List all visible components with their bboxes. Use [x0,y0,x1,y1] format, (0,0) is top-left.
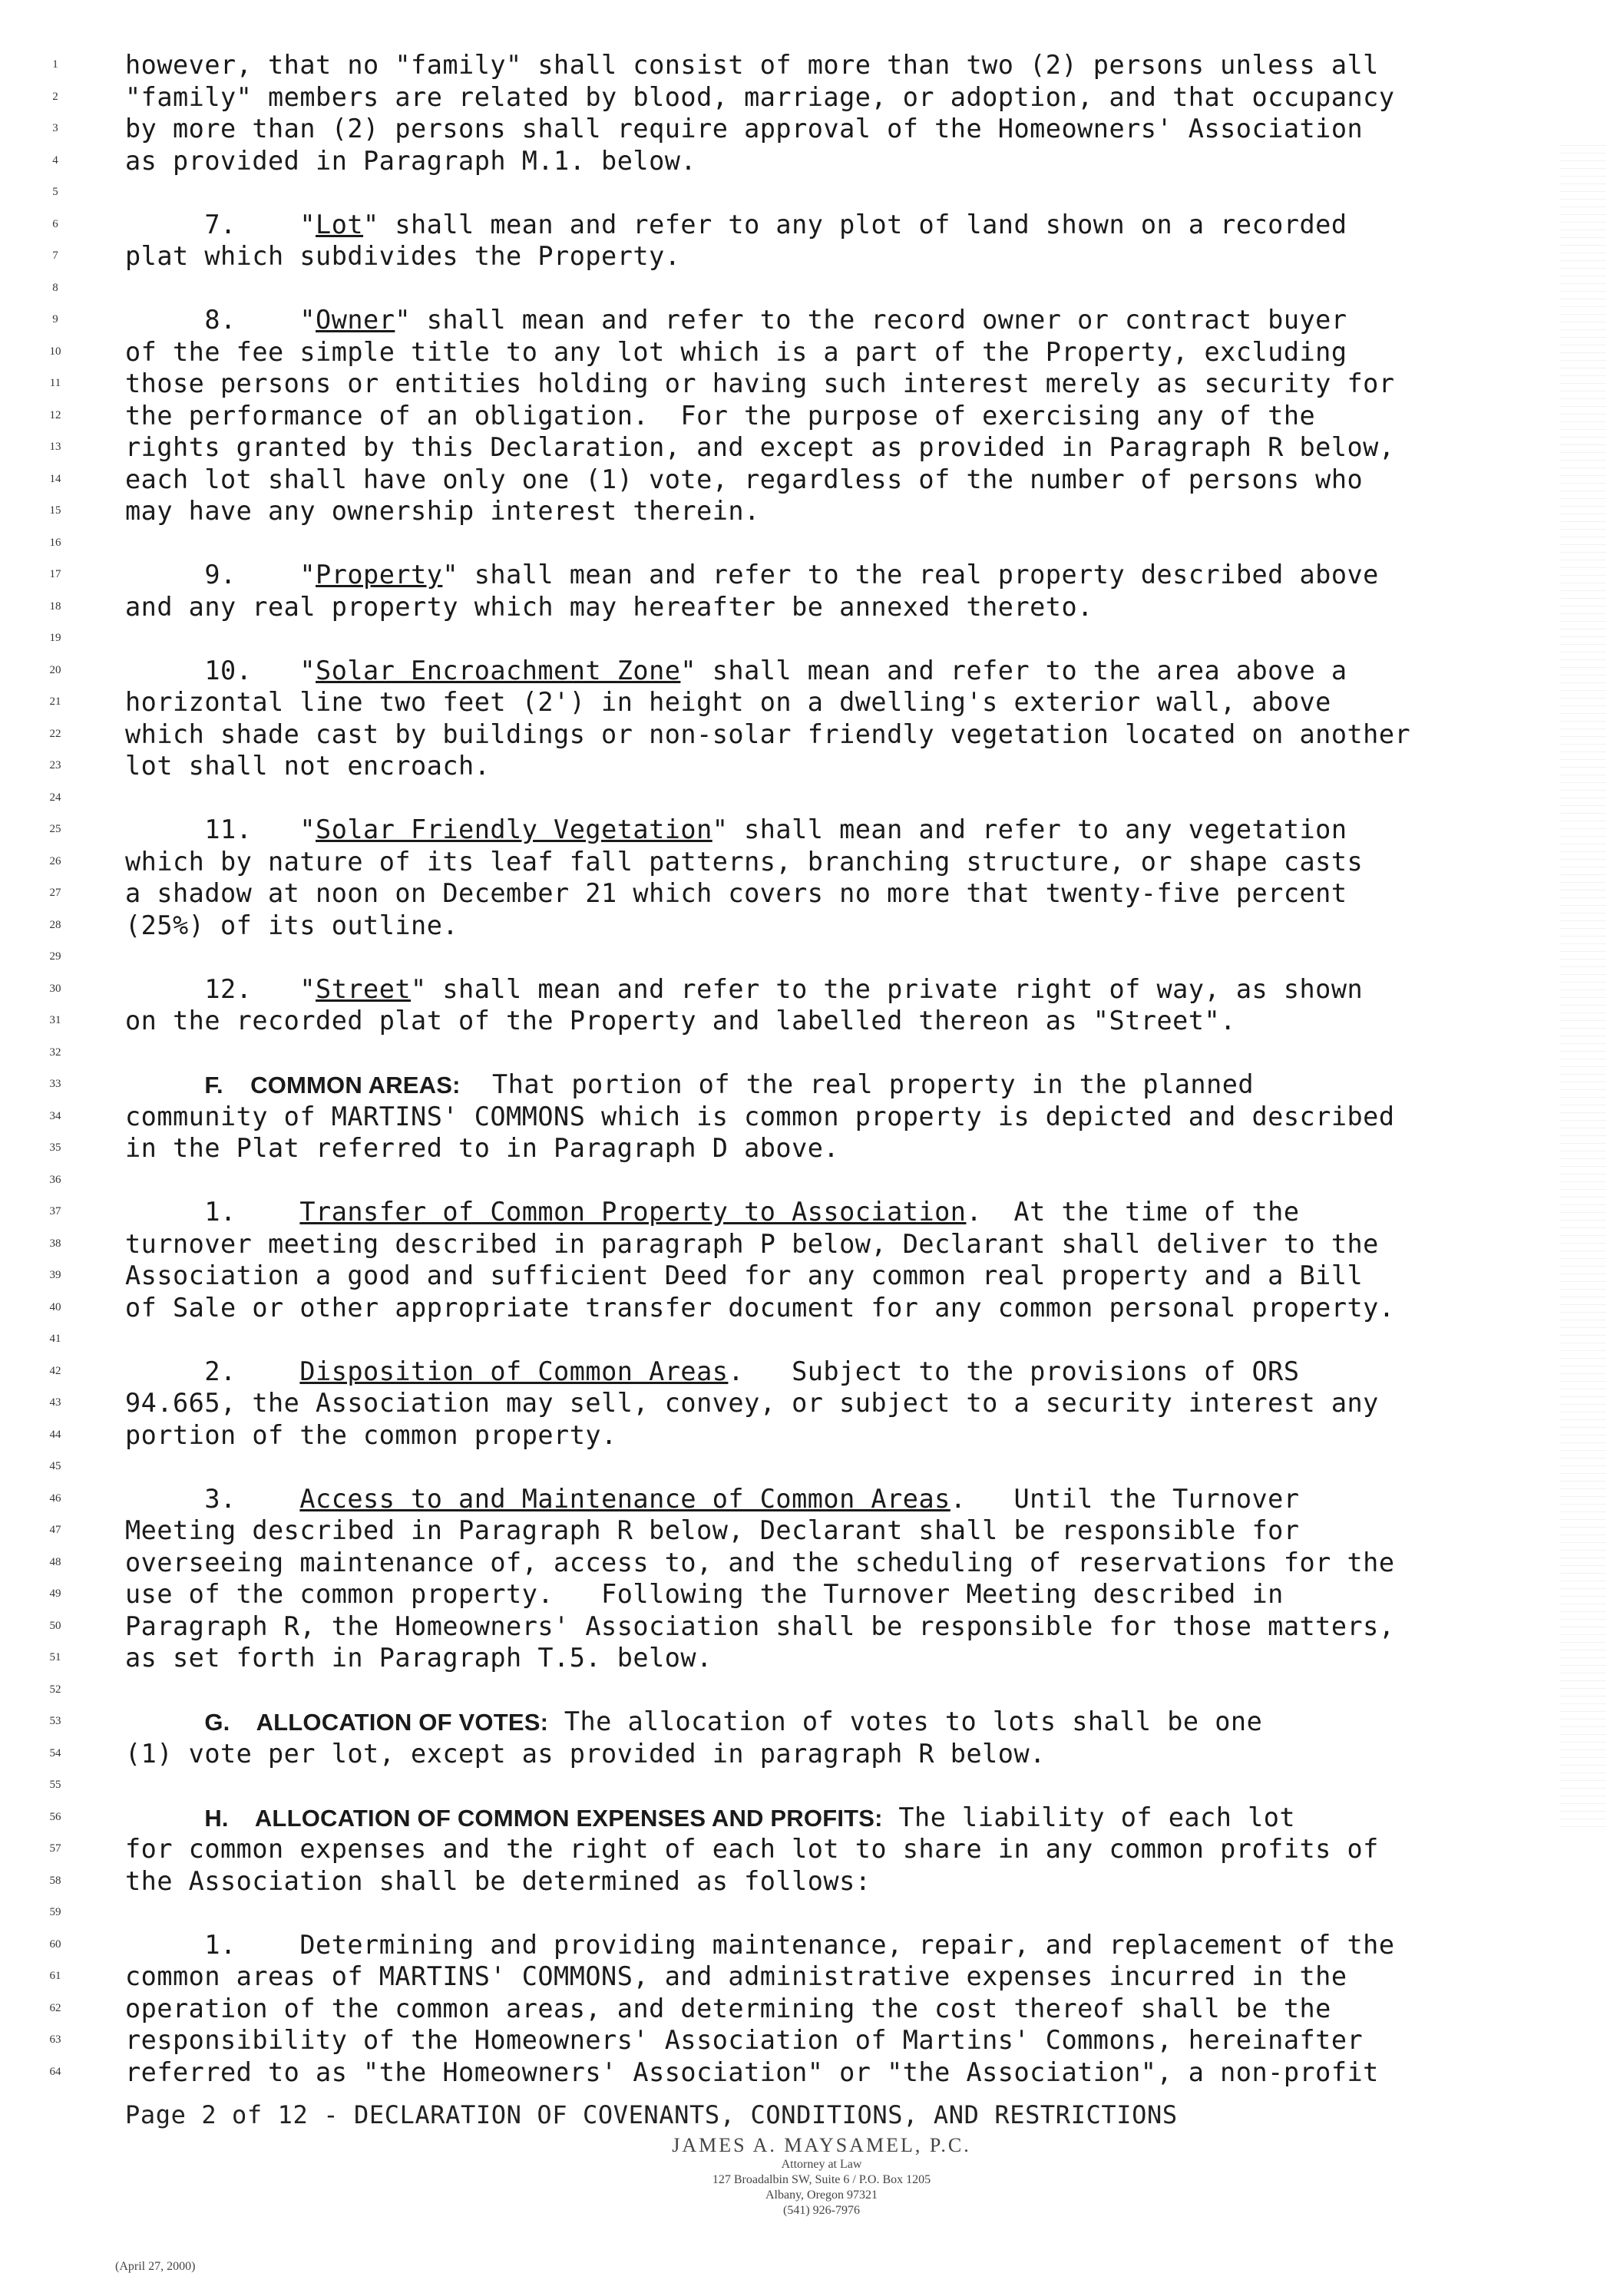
document-line [0,814,1620,846]
text-run: use of the common property. Following the Turnover Meeting described in [125,1579,1284,1609]
text-run: which by nature of its leaf fall patterns, branching structure, or shape casts [125,846,1364,877]
line-text [125,304,1553,336]
text-run: " shall mean and refer to the real property described above [442,560,1379,590]
defined-term: Owner [316,305,395,335]
text-run: of Sale or other appropriate transfer document for any common personal property. [125,1292,1395,1323]
document-line [0,145,1620,177]
document-line [0,2024,1620,2056]
text-run: on the recorded plat of the Property and labelled thereon as "Street". [125,1006,1236,1036]
line-number: 48 [49,1555,61,1568]
line-text [125,1865,1553,1898]
line-text [125,240,1553,273]
line-number: 61 [49,1970,61,1982]
line-text [125,1387,1553,1419]
text-run [125,1802,204,1832]
line-number: 51 [49,1651,61,1663]
line-number: 13 [49,441,61,453]
text-run: for common expenses and the right of each lot to share in any common profits of [125,1834,1379,1864]
line-text [125,81,1553,114]
line-text [125,1993,1553,2025]
line-text [125,1578,1553,1611]
line-number: 8 [52,281,58,294]
line-number: 35 [49,1141,61,1154]
line-text [125,1132,1553,1165]
text-run: referred to as "the Homeowners' Association" or "the Association", a non-profit [125,2056,1379,2087]
text-run: 12. " [125,973,316,1004]
line-text [125,209,1553,241]
attorney-stamp [591,2134,1052,2218]
line-text [125,464,1553,496]
line-number: 49 [49,1587,61,1600]
text-run: Paragraph R, the Homeowners' Association shall be responsible for those matters, [125,1611,1395,1641]
document-line [0,1578,1620,1611]
document-line [0,273,1620,305]
line-text [125,431,1553,464]
line-text [125,49,1553,81]
document-line [0,655,1620,687]
line-number: 4 [52,154,58,167]
line-number: 11 [49,377,61,389]
document-line [0,495,1620,527]
line-number: 33 [49,1078,61,1090]
line-text [125,910,1553,942]
line-number: 55 [49,1779,61,1791]
document-line [0,527,1620,560]
document-line [0,973,1620,1006]
line-number: 3 [52,122,58,134]
line-number: 50 [49,1619,61,1632]
line-number: 58 [49,1874,61,1887]
text-run: of the fee simple title to any lot which is a part of the Property, excluding [125,336,1347,367]
line-number: 41 [49,1333,61,1345]
line-number: 39 [49,1269,61,1281]
document-line [0,1547,1620,1579]
document-line [0,1323,1620,1356]
line-number: 18 [49,600,61,613]
line-text [125,655,1553,687]
document-line [0,1356,1620,1388]
text-run: 1. Determining and providing maintenance, repair, and replacement of the [125,1929,1395,1960]
text-run: a shadow at noon on December 21 which covers no more that twenty-five percent [125,878,1347,908]
defined-term: Property [316,560,443,590]
document-line [0,1419,1620,1452]
line-text [125,1738,1553,1770]
document-line [0,1611,1620,1643]
text-run: rights granted by this Declaration, and except as provided in Paragraph R below, [125,432,1395,462]
text-run: " shall mean and refer to the area above a [680,655,1347,685]
line-text [125,1706,1553,1739]
document-line [0,368,1620,400]
defined-term: Solar Encroachment Zone [316,655,681,685]
document-line [0,240,1620,273]
document-body [0,49,1620,2088]
document-line [0,1005,1620,1037]
text-run: 3. [125,1483,300,1514]
stamp-line: Albany, Oregon 97321 [765,2189,878,2202]
line-text [125,846,1553,878]
document-line [0,1674,1620,1706]
line-text [125,1292,1553,1324]
line-text [125,1101,1553,1133]
document-line [0,1642,1620,1674]
line-text [125,2056,1553,2089]
text-run: however, that no "family" shall consist of more than two (2) persons unless all [125,50,1379,80]
section-heading: H. ALLOCATION OF COMMON EXPENSES AND PROFITS: [204,1804,883,1832]
text-run: That portion of the real property in the planned [460,1069,1255,1099]
line-number: 44 [49,1428,61,1441]
document-line [0,1037,1620,1069]
document-line [0,623,1620,655]
line-text [125,1228,1553,1260]
text-run: (1) vote per lot, except as provided in paragraph R below. [125,1738,1046,1769]
text-run: as provided in Paragraph M.1. below. [125,145,697,176]
document-line [0,559,1620,591]
document-line [0,719,1620,751]
text-run: (25%) of its outline. [125,910,459,940]
line-text [125,973,1553,1006]
line-number: 1 [52,58,58,71]
text-run: those persons or entities holding or having such interest merely as security for [125,368,1395,398]
document-line [0,1196,1620,1228]
document-line [0,304,1620,336]
line-text [125,1547,1553,1579]
line-text [125,1419,1553,1452]
line-text [125,686,1553,719]
line-number: 64 [49,2065,61,2078]
document-line [0,1865,1620,1898]
line-text [125,1833,1553,1865]
defined-term: Access to and Maintenance of Common Areas [299,1483,951,1514]
text-run: " shall mean and refer to the record owner or contract buyer [395,305,1347,335]
text-run: which shade cast by buildings or non-solar friendly vegetation located on another [125,719,1411,749]
document-line [0,686,1620,719]
line-number: 54 [49,1746,61,1759]
line-number: 43 [49,1396,61,1409]
line-number: 62 [49,2001,61,2014]
line-number: 63 [49,2033,61,2046]
document-line [0,1897,1620,1929]
text-run: community of MARTINS' COMMONS which is common property is depicted and described [125,1101,1395,1131]
document-line [0,941,1620,973]
line-text [125,1069,1553,1102]
text-run: 94.665, the Association may sell, convey, or subject to a security interest any [125,1388,1379,1418]
line-number: 30 [49,982,61,995]
text-run: 7. " [125,209,316,240]
document-line [0,49,1620,81]
document-line [0,1961,1620,1993]
line-number: 46 [49,1492,61,1505]
line-text [125,1515,1553,1547]
line-number: 29 [49,950,61,963]
document-line [0,1706,1620,1738]
line-text [125,1005,1553,1037]
text-run: common areas of MARTINS' COMMONS, and administrative expenses incurred in the [125,1961,1347,1991]
line-number: 28 [49,918,61,931]
line-text [125,1196,1553,1228]
line-number: 16 [49,536,61,549]
document-line [0,1483,1620,1515]
text-run: operation of the common areas, and determining the cost thereof shall be the [125,1993,1331,2023]
line-number: 26 [49,854,61,867]
line-text [125,1611,1553,1643]
text-run: in the Plat referred to in Paragraph D above. [125,1133,840,1163]
line-text [125,814,1553,846]
line-text [125,1483,1553,1515]
stamp-name: JAMES A. MAYSAMEL, P.C. [672,2134,971,2156]
document-line [0,1101,1620,1133]
line-number: 47 [49,1524,61,1536]
text-run: overseeing maintenance of, access to, and the scheduling of reservations for the [125,1547,1395,1577]
text-run: "family" members are related by blood, marriage, or adoption, and that occupancy [125,81,1395,112]
document-line [0,877,1620,910]
footer-title: Page 2 of 12 - DECLARATION OF COVENANTS, CONDITIONS, AND RESTRICTIONS [125,2100,1178,2129]
line-text [125,1961,1553,1993]
line-number: 45 [49,1460,61,1472]
line-number: 31 [49,1014,61,1026]
line-number: 23 [49,759,61,771]
document-line [0,81,1620,114]
line-number: 40 [49,1300,61,1313]
defined-term: Transfer of Common Property to Association [299,1197,967,1227]
document-line [0,209,1620,241]
text-run [125,1069,204,1099]
text-run: 2. [125,1356,300,1386]
line-number: 6 [52,217,58,230]
document-line [0,910,1620,942]
line-text [125,877,1553,910]
stamp-line: Attorney at Law [781,2158,862,2171]
line-number: 17 [49,568,61,580]
line-number: 38 [49,1237,61,1250]
defined-term: Lot [316,209,364,240]
text-run: horizontal line two feet (2') in height on a dwelling's exterior wall, above [125,687,1331,717]
document-line [0,1260,1620,1292]
text-run: portion of the common property. [125,1419,617,1450]
line-number: 59 [49,1906,61,1918]
line-number: 27 [49,887,61,899]
document-line [0,1165,1620,1197]
document-line [0,113,1620,145]
document-line [0,1515,1620,1547]
document-date: (April 27, 2000) [115,2260,196,2273]
line-number: 56 [49,1810,61,1823]
line-number: 21 [49,695,61,708]
text-run: and any real property which may hereafter be annexed thereto. [125,591,1093,622]
document-line [0,1292,1620,1324]
line-text [125,145,1553,177]
line-text [125,1260,1553,1292]
text-run: by more than (2) persons shall require approval of the Homeowners' Association [125,114,1364,144]
line-text [125,400,1553,432]
line-text [125,1356,1553,1388]
text-run: " shall mean and refer to any plot of land shown on a recorded [363,209,1347,240]
text-run: . At the time of the [966,1197,1300,1227]
text-run: . Subject to the provisions of ORS [728,1356,1300,1386]
text-run: The allocation of votes to lots shall be one [548,1706,1263,1736]
line-number: 37 [49,1205,61,1217]
line-text [125,113,1553,145]
line-number: 7 [52,249,58,262]
line-number: 32 [49,1046,61,1059]
document-line [0,1738,1620,1770]
line-text [125,559,1553,591]
document-line [0,591,1620,623]
document-line [0,1929,1620,1961]
text-run: " shall mean and refer to any vegetation [712,814,1347,844]
text-run: may have any ownership interest therein. [125,496,760,526]
line-number: 57 [49,1842,61,1855]
line-number: 42 [49,1364,61,1377]
section-heading: G. ALLOCATION OF VOTES: [204,1709,549,1736]
stamp-line: (541) 926-7976 [783,2204,860,2217]
text-run: the performance of an obligation. For the purpose of exercising any of the [125,400,1316,431]
line-text [125,336,1553,368]
document-line [0,1833,1620,1865]
text-run: plat which subdivides the Property. [125,241,681,271]
document-line [0,782,1620,814]
line-text [125,1929,1553,1961]
line-text [125,750,1553,782]
line-text [125,2024,1553,2056]
line-text [125,1642,1553,1674]
text-run: . Until the Turnover [950,1483,1300,1514]
line-number: 20 [49,663,61,676]
line-number: 5 [52,186,58,198]
document-line [0,1769,1620,1802]
line-number: 22 [49,727,61,740]
document-line [0,400,1620,432]
defined-term: Street [316,973,412,1004]
document-line [0,464,1620,496]
line-number: 52 [49,1683,61,1696]
stamp-line: 127 Broadalbin SW, Suite 6 / P.O. Box 1205 [712,2173,931,2186]
text-run: " shall mean and refer to the private right of way, as shown [411,973,1364,1004]
text-run: the Association shall be determined as follows: [125,1865,871,1896]
line-number: 60 [49,1938,61,1951]
text-run: 8. " [125,305,316,335]
line-number: 34 [49,1109,61,1122]
defined-term: Solar Friendly Vegetation [316,814,712,844]
text-run: 1. [125,1197,300,1227]
line-number: 15 [49,504,61,517]
document-line [0,431,1620,464]
text-run: responsibility of the Homeowners' Association of Martins' Commons, hereinafter [125,2025,1364,2055]
text-run: Association a good and sufficient Deed for any common real property and a Bill [125,1260,1364,1290]
document-line [0,846,1620,878]
document-line [0,1802,1620,1834]
line-number: 36 [49,1173,61,1186]
document-line [0,336,1620,368]
text-run: Meeting described in Paragraph R below, Declarant shall be responsible for [125,1515,1300,1545]
line-number: 14 [49,472,61,485]
section-heading: F. COMMON AREAS: [204,1072,461,1098]
text-run: lot shall not encroach. [125,751,491,781]
line-number: 24 [49,791,61,804]
line-text [125,368,1553,400]
text-run: 10. " [125,655,316,685]
document-line [0,1993,1620,2025]
line-text [125,1802,1553,1835]
text-run: each lot shall have only one (1) vote, regardless of the number of persons who [125,464,1364,494]
document-line [0,1228,1620,1260]
document-line [0,1451,1620,1483]
line-number: 10 [49,345,61,358]
line-number: 53 [49,1715,61,1727]
document-line [0,177,1620,209]
line-number: 9 [52,313,58,325]
line-number: 19 [49,632,61,644]
text-run: The liability of each lot [882,1802,1296,1832]
text-run: 11. " [125,814,316,844]
line-number: 2 [52,90,58,103]
text-run: turnover meeting described in paragraph P below, Declarant shall deliver to the [125,1228,1379,1259]
defined-term: Disposition of Common Areas [299,1356,729,1386]
text-run [125,1706,204,1736]
line-text [125,719,1553,751]
line-number: 12 [49,408,61,421]
document-line [0,1132,1620,1165]
line-text [125,591,1553,623]
document-line [0,1069,1620,1101]
text-run: 9. " [125,560,316,590]
line-number: 25 [49,823,61,835]
document-line [0,750,1620,782]
text-run: as set forth in Paragraph T.5. below. [125,1643,712,1673]
line-text [125,495,1553,527]
document-line [0,2056,1620,2089]
document-line [0,1387,1620,1419]
